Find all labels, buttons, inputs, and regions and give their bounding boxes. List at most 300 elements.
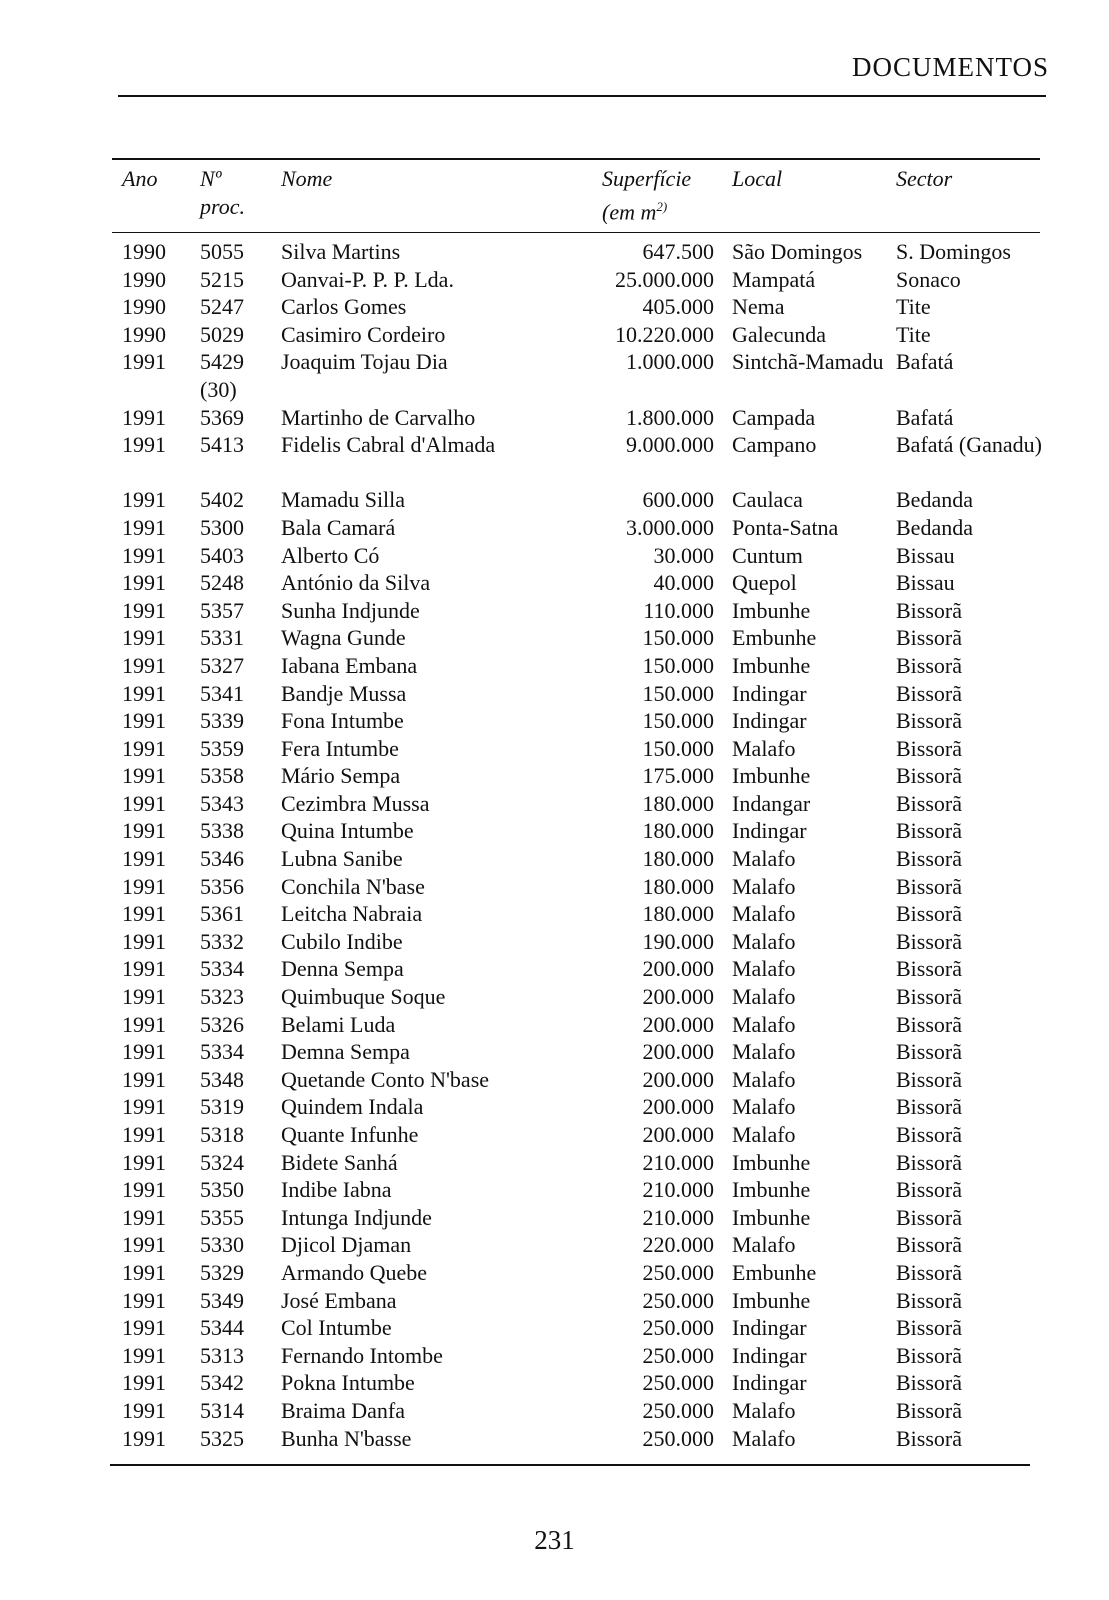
table-row: [0, 1259, 1109, 1287]
cell-ano: 1991: [122, 432, 166, 458]
table-row: [0, 680, 1109, 708]
cell-nome: Fera Intumbe: [281, 735, 399, 761]
cell-proc: 5331: [200, 625, 244, 651]
cell-local: Malafo: [732, 873, 796, 899]
cell-ano: 1990: [122, 294, 166, 320]
cell-proc: 5413: [200, 432, 244, 458]
cell-local: Sintchã-Mamadu: [732, 349, 884, 375]
cell-superficie: 180.000: [642, 873, 714, 899]
cell-ano: 1991: [122, 1397, 166, 1423]
cell-ano: 1991: [122, 349, 166, 375]
cell-proc: 5330: [200, 1232, 244, 1258]
cell-superficie: 200.000: [642, 956, 714, 982]
table-row: [0, 1342, 1109, 1370]
cell-local: Malafo: [732, 928, 796, 954]
cell-superficie: 180.000: [642, 846, 714, 872]
cell-sector: Bissorã: [896, 1342, 962, 1368]
cell-superficie: 220.000: [642, 1232, 714, 1258]
cell-sector: Bissorã: [896, 1370, 962, 1396]
cell-sector: Sonaco: [896, 266, 961, 292]
cell-sector: Bissorã: [896, 1287, 962, 1313]
header-rule: [118, 95, 1046, 97]
header-superficie-line1: Superfície: [602, 166, 692, 191]
cell-superficie: 200.000: [642, 1094, 714, 1120]
cell-sector: Bissorã: [896, 901, 962, 927]
cell-local: Mampatá: [732, 266, 816, 292]
cell-superficie: 190.000: [642, 928, 714, 954]
cell-proc: 5429 (30): [200, 349, 244, 402]
cell-superficie: 1.000.000: [626, 349, 714, 375]
cell-local: São Domingos: [732, 239, 863, 264]
cell-sector: Bedanda: [896, 487, 973, 513]
cell-nome: Col Intumbe: [281, 1315, 392, 1341]
cell-proc: 5327: [200, 652, 244, 678]
cell-sector: Bissorã: [896, 790, 962, 816]
table-row: [0, 873, 1109, 901]
table-row: [0, 1314, 1109, 1342]
cell-ano: 1991: [122, 735, 166, 761]
table-row: [0, 1038, 1109, 1066]
cell-proc: 5357: [200, 597, 244, 623]
cell-proc: 5334: [200, 956, 244, 982]
cell-local: Cuntum: [732, 542, 803, 568]
cell-proc: 5334: [200, 1039, 244, 1065]
cell-sector: Bissorã: [896, 1011, 962, 1037]
cell-sector: Bissorã: [896, 708, 962, 734]
cell-ano: 1991: [122, 514, 166, 540]
cell-sector: Bissau: [896, 570, 955, 596]
cell-ano: 1991: [122, 1094, 166, 1120]
table-row: [0, 1121, 1109, 1149]
cell-ano: 1991: [122, 404, 166, 430]
cell-sector: Bafatá: [896, 404, 954, 430]
cell-nome: Indibe Iabna: [281, 1177, 392, 1203]
cell-proc: 5324: [200, 1149, 244, 1175]
cell-local: Imbunhe: [732, 1287, 811, 1313]
cell-proc: 5329: [200, 1259, 244, 1285]
cell-ano: 1991: [122, 597, 166, 623]
table-row: [0, 1176, 1109, 1204]
cell-nome: Intunga Indjunde: [281, 1204, 432, 1230]
table-row: [0, 817, 1109, 845]
cell-proc: 5318: [200, 1122, 244, 1147]
cell-local: Malafo: [732, 1397, 796, 1423]
cell-sector: Bissorã: [896, 1122, 962, 1147]
table-row: [0, 624, 1109, 652]
table-row: [0, 404, 1109, 432]
table-row: [0, 1093, 1109, 1121]
table-row: [0, 983, 1109, 1011]
cell-proc: 5344: [200, 1315, 244, 1341]
cell-superficie: 200.000: [642, 1066, 714, 1092]
cell-ano: 1991: [122, 1259, 166, 1285]
cell-proc: 5350: [200, 1177, 244, 1203]
cell-sector: Bafatá: [896, 349, 954, 375]
cell-local: Malafo: [732, 984, 796, 1010]
cell-sector: Tite: [896, 321, 931, 347]
cell-ano: 1991: [122, 680, 166, 706]
cell-local: Malafo: [732, 1094, 796, 1120]
cell-nome: Carlos Gomes: [281, 294, 407, 320]
cell-sector: Bissau: [896, 542, 955, 568]
cell-nome: Oanvai-P. P. P. Lda.: [281, 266, 454, 292]
cell-sector: Bissorã: [896, 956, 962, 982]
cell-local: Imbunhe: [732, 1177, 811, 1203]
header-superficie-unit: (em m: [602, 199, 657, 225]
cell-nome: Denna Sempa: [281, 956, 404, 982]
cell-proc: 5248: [200, 570, 244, 596]
cell-superficie: 405.000: [642, 294, 714, 320]
cell-nome: Demna Sempa: [281, 1039, 410, 1065]
cell-superficie: 250.000: [642, 1425, 714, 1451]
table-row: [0, 1425, 1109, 1453]
table-row: [0, 707, 1109, 735]
cell-nome: Joaquim Tojau Dia: [281, 349, 448, 375]
table-row: [0, 569, 1109, 597]
cell-nome: Bunha N'basse: [281, 1425, 412, 1451]
header-superficie-line2: [602, 193, 691, 226]
table-row: [0, 652, 1109, 680]
cell-ano: 1991: [122, 652, 166, 678]
cell-local: Indangar: [732, 790, 811, 816]
cell-local: Indingar: [732, 680, 807, 706]
table-row: [0, 266, 1109, 294]
table-row: [0, 1066, 1109, 1094]
cell-superficie: 200.000: [642, 1039, 714, 1065]
cell-proc: 5055: [200, 239, 244, 264]
cell-superficie: 647.500: [642, 239, 714, 264]
cell-ano: 1991: [122, 818, 166, 844]
cell-superficie: 600.000: [642, 487, 714, 513]
cell-sector: Bissorã: [896, 652, 962, 678]
cell-nome: Sunha Indjunde: [281, 597, 420, 623]
cell-local: Imbunhe: [732, 1149, 811, 1175]
cell-nome: Belami Luda: [281, 1011, 396, 1037]
table-row: [0, 1397, 1109, 1425]
cell-proc: 5358: [200, 763, 244, 789]
cell-local: Malafo: [732, 1039, 796, 1065]
cell-nome: Conchila N'base: [281, 873, 425, 899]
cell-superficie: 175.000: [642, 763, 714, 789]
cell-local: Malafo: [732, 735, 796, 761]
cell-local: Malafo: [732, 956, 796, 982]
cell-superficie: 25.000.000: [615, 266, 714, 292]
cell-proc: 5300: [200, 514, 244, 540]
cell-ano: 1991: [122, 1177, 166, 1203]
cell-nome: Pokna Intumbe: [281, 1370, 415, 1396]
cell-local: Campada: [732, 404, 816, 430]
cell-sector: Bissorã: [896, 1315, 962, 1341]
cell-nome: Quetande Conto N'base: [281, 1066, 490, 1092]
table-row: [0, 348, 1109, 403]
cell-sector: Bissorã: [896, 818, 962, 844]
cell-sector: Bissorã: [896, 1094, 962, 1120]
table-row: [0, 900, 1109, 928]
cell-ano: 1991: [122, 984, 166, 1010]
cell-nome: Wagna Gunde: [281, 625, 406, 651]
table-row: [0, 845, 1109, 873]
header-proc-line1: Nº: [200, 166, 222, 191]
cell-superficie: 200.000: [642, 1011, 714, 1037]
cell-proc: 5247: [200, 294, 244, 320]
running-head: DOCUMENTOS: [851, 52, 1049, 82]
cell-ano: 1991: [122, 1370, 166, 1396]
cell-proc: 5326: [200, 1011, 244, 1037]
cell-sector: Bissorã: [896, 1177, 962, 1203]
cell-nome: Fidelis Cabral d'Almada: [281, 432, 496, 458]
cell-proc: 5325: [200, 1425, 244, 1451]
cell-ano: 1991: [122, 901, 166, 927]
cell-local: Imbunhe: [732, 763, 811, 789]
cell-local: Malafo: [732, 1122, 796, 1147]
cell-sector: Bissorã: [896, 1066, 962, 1092]
cell-sector: Bissorã: [896, 1397, 962, 1423]
cell-nome: Mamadu Silla: [281, 487, 406, 513]
cell-nome: Alberto Có: [281, 542, 380, 568]
cell-local: Embunhe: [732, 625, 817, 651]
header-nome: Nome: [281, 166, 333, 191]
cell-sector: Tite: [896, 294, 931, 320]
cell-sector: Bissorã: [896, 873, 962, 899]
cell-superficie: 150.000: [642, 708, 714, 734]
cell-nome: Braima Danfa: [281, 1397, 405, 1423]
cell-nome: Quante Infunhe: [281, 1122, 419, 1147]
cell-ano: 1991: [122, 1066, 166, 1092]
cell-superficie: 40.000: [653, 570, 714, 596]
cell-ano: 1991: [122, 928, 166, 954]
cell-superficie: 150.000: [642, 680, 714, 706]
cell-proc: 5355: [200, 1204, 244, 1230]
table-header-rule: [112, 232, 1040, 233]
table-row: [0, 238, 1109, 266]
cell-proc: 5342: [200, 1370, 244, 1396]
cell-nome: José Embana: [281, 1287, 397, 1313]
cell-sector: S. Domingos: [896, 239, 1011, 264]
cell-local: Indingar: [732, 708, 807, 734]
cell-superficie: 250.000: [642, 1259, 714, 1285]
cell-local: Malafo: [732, 1232, 796, 1258]
cell-local: Imbunhe: [732, 1204, 811, 1230]
cell-sector: Bissorã: [896, 1232, 962, 1258]
cell-sector: Bissorã: [896, 1039, 962, 1065]
cell-local: Nema: [732, 294, 785, 320]
cell-nome: Bidete Sanhá: [281, 1149, 398, 1175]
cell-proc: 5346: [200, 846, 244, 872]
cell-proc: 5314: [200, 1397, 244, 1423]
cell-proc: 5341: [200, 680, 244, 706]
cell-superficie: 200.000: [642, 984, 714, 1010]
cell-ano: 1991: [122, 1039, 166, 1065]
cell-ano: 1991: [122, 1149, 166, 1175]
cell-proc: 5369: [200, 404, 244, 430]
cell-local: Ponta-Satna: [732, 514, 839, 540]
cell-nome: Bala Camará: [281, 514, 396, 540]
cell-superficie: 180.000: [642, 901, 714, 927]
cell-proc: 5402: [200, 487, 244, 513]
page-number: 231: [534, 1525, 575, 1555]
cell-proc: 5313: [200, 1342, 244, 1368]
cell-superficie: 150.000: [642, 652, 714, 678]
cell-proc: 5215: [200, 266, 244, 292]
cell-sector: Bissorã: [896, 1204, 962, 1230]
table-row: [0, 790, 1109, 818]
cell-proc: 5356: [200, 873, 244, 899]
cell-proc: 5343: [200, 790, 244, 816]
cell-proc: 5332: [200, 928, 244, 954]
cell-ano: 1991: [122, 1425, 166, 1451]
cell-proc: 5348: [200, 1066, 244, 1092]
cell-local: Embunhe: [732, 1259, 817, 1285]
table-row: [0, 1287, 1109, 1315]
cell-local: Indingar: [732, 1315, 807, 1341]
cell-proc: 5403: [200, 542, 244, 568]
cell-superficie: 210.000: [642, 1149, 714, 1175]
cell-superficie: 150.000: [642, 735, 714, 761]
cell-superficie: 180.000: [642, 818, 714, 844]
cell-sector: Bissorã: [896, 928, 962, 954]
header-superficie-exponent: 2): [656, 199, 668, 214]
table-row: [0, 597, 1109, 625]
cell-ano: 1990: [122, 321, 166, 347]
cell-proc: 5361: [200, 901, 244, 927]
table-row: [0, 486, 1109, 514]
cell-superficie: 180.000: [642, 790, 714, 816]
cell-sector: Bissorã: [896, 763, 962, 789]
cell-ano: 1991: [122, 1342, 166, 1368]
cell-superficie: 10.220.000: [615, 321, 714, 347]
table-row: [0, 321, 1109, 349]
cell-local: Imbunhe: [732, 652, 811, 678]
cell-nome: Bandje Mussa: [281, 680, 407, 706]
cell-sector: Bissorã: [896, 625, 962, 651]
cell-local: Quepol: [732, 570, 797, 596]
cell-ano: 1991: [122, 873, 166, 899]
cell-nome: Iabana Embana: [281, 652, 418, 678]
cell-local: Malafo: [732, 846, 796, 872]
header-ano: Ano: [122, 166, 158, 191]
cell-nome: Quina Intumbe: [281, 818, 414, 844]
cell-nome: Casimiro Cordeiro: [281, 321, 446, 347]
cell-superficie: 30.000: [653, 542, 714, 568]
cell-local: Malafo: [732, 901, 796, 927]
cell-superficie: 110.000: [643, 597, 714, 623]
cell-ano: 1991: [122, 790, 166, 816]
cell-nome: Fernando Intombe: [281, 1342, 443, 1368]
cell-local: Imbunhe: [732, 597, 811, 623]
cell-ano: 1991: [122, 1287, 166, 1313]
cell-proc: 5339: [200, 708, 244, 734]
table-row: [0, 514, 1109, 542]
cell-nome: Quindem Indala: [281, 1094, 424, 1120]
table-row: [0, 762, 1109, 790]
cell-ano: 1991: [122, 1315, 166, 1341]
cell-ano: 1990: [122, 266, 166, 292]
table-row: [0, 928, 1109, 956]
cell-ano: 1991: [122, 625, 166, 651]
cell-local: Indingar: [732, 1342, 807, 1368]
cell-sector: Bafatá (Ganadu): [896, 432, 1042, 458]
cell-nome: Cubilo Indibe: [281, 928, 403, 954]
cell-ano: 1991: [122, 846, 166, 872]
cell-superficie: 150.000: [642, 625, 714, 651]
cell-nome: Leitcha Nabraia: [281, 901, 423, 927]
cell-sector: Bissorã: [896, 597, 962, 623]
cell-ano: 1991: [122, 542, 166, 568]
cell-local: Campano: [732, 432, 817, 458]
cell-nome: Cezimbra Mussa: [281, 790, 430, 816]
header-proc-line2: proc.: [200, 194, 246, 219]
cell-sector: Bissorã: [896, 1149, 962, 1175]
cell-proc: 5338: [200, 818, 244, 844]
table-row: [0, 735, 1109, 763]
cell-nome: António da Silva: [281, 570, 431, 596]
cell-superficie: 210.000: [642, 1177, 714, 1203]
cell-local: Malafo: [732, 1011, 796, 1037]
table-row: [0, 1204, 1109, 1232]
cell-ano: 1991: [122, 1232, 166, 1258]
cell-superficie: 3.000.000: [626, 514, 714, 540]
header-proc: [200, 165, 245, 221]
table-row: [0, 542, 1109, 570]
cell-proc: 5349: [200, 1287, 244, 1313]
cell-local: Caulaca: [732, 487, 803, 513]
table-row: [0, 1231, 1109, 1259]
cell-nome: Lubna Sanibe: [281, 846, 403, 872]
cell-ano: 1991: [122, 1122, 166, 1147]
cell-nome: Armando Quebe: [281, 1259, 428, 1285]
cell-superficie: 250.000: [642, 1287, 714, 1313]
cell-local: Indingar: [732, 818, 807, 844]
table-row: [0, 1369, 1109, 1397]
cell-ano: 1991: [122, 708, 166, 734]
cell-nome: Silva Martins: [281, 239, 401, 264]
cell-nome: Quimbuque Soque: [281, 984, 446, 1010]
cell-ano: 1991: [122, 1204, 166, 1230]
table-body: [0, 238, 1109, 1452]
header-local: Local: [732, 166, 783, 191]
cell-local: Indingar: [732, 1370, 807, 1396]
cell-superficie: 210.000: [642, 1204, 714, 1230]
cell-proc: 5319: [200, 1094, 244, 1120]
cell-superficie: 1.800.000: [626, 404, 714, 430]
cell-ano: 1991: [122, 487, 166, 513]
table-row: [0, 1149, 1109, 1177]
header-sector: Sector: [896, 166, 953, 191]
cell-ano: 1991: [122, 956, 166, 982]
table-row: [0, 955, 1109, 983]
cell-ano: 1991: [122, 570, 166, 596]
cell-sector: Bedanda: [896, 514, 973, 540]
cell-nome: Fona Intumbe: [281, 708, 404, 734]
table-row: [0, 293, 1109, 321]
cell-proc: 5359: [200, 735, 244, 761]
cell-nome: Martinho de Carvalho: [281, 404, 476, 430]
cell-ano: 1990: [122, 239, 166, 264]
cell-proc: 5323: [200, 984, 244, 1010]
cell-superficie: 250.000: [642, 1397, 714, 1423]
cell-ano: 1991: [122, 1011, 166, 1037]
cell-sector: Bissorã: [896, 735, 962, 761]
cell-sector: Bissorã: [896, 1425, 962, 1451]
cell-superficie: 200.000: [642, 1122, 714, 1147]
cell-superficie: 9.000.000: [626, 432, 714, 458]
cell-superficie: 250.000: [642, 1370, 714, 1396]
cell-proc: 5029: [200, 321, 244, 347]
cell-sector: Bissorã: [896, 984, 962, 1010]
cell-sector: Bissorã: [896, 1259, 962, 1285]
cell-local: Malafo: [732, 1066, 796, 1092]
cell-sector: Bissorã: [896, 680, 962, 706]
